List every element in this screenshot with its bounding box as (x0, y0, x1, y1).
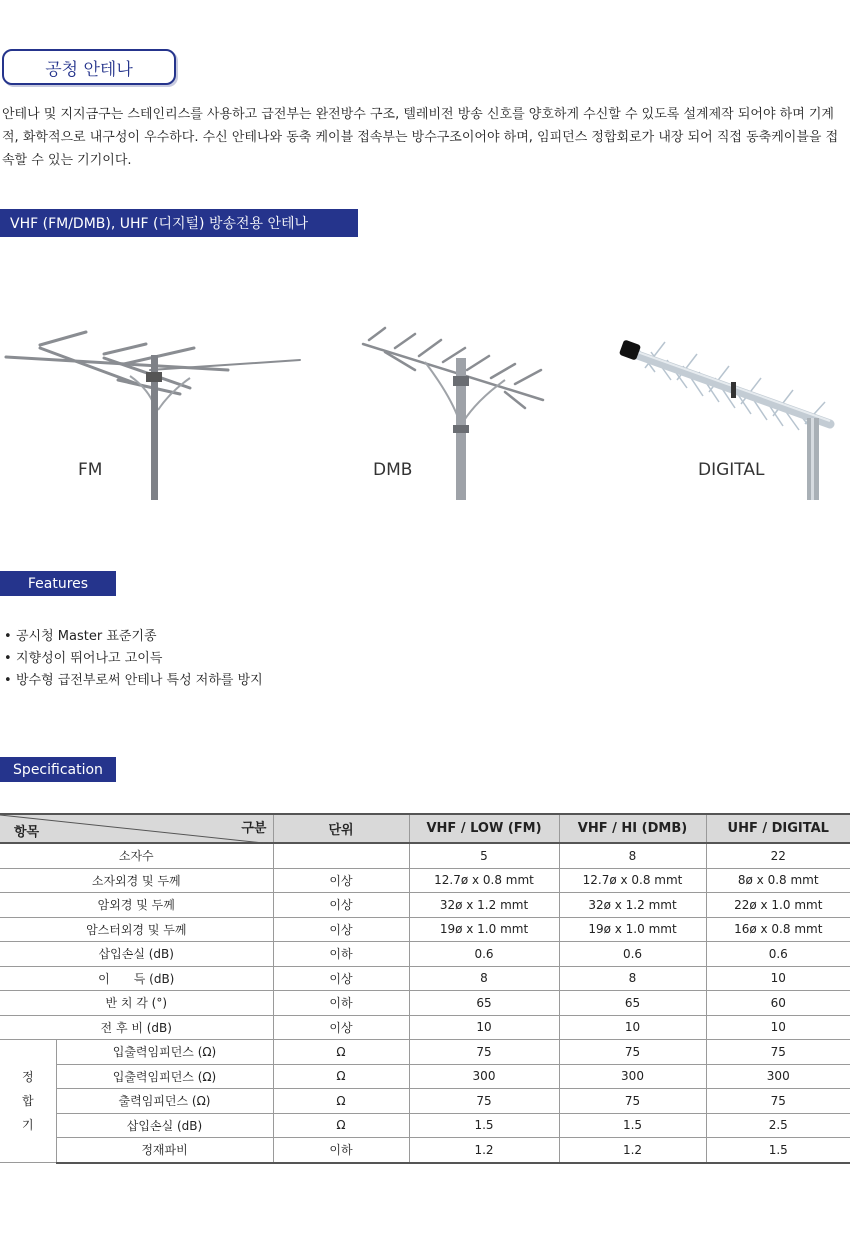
row-value: 22 (706, 843, 850, 868)
dmb-label: DMB (373, 460, 413, 480)
row-unit: 이상 (273, 917, 409, 942)
row-value: 22ø x 1.0 mmt (706, 893, 850, 918)
header-category: 구분 (241, 821, 267, 836)
row-value: 1.2 (559, 1138, 706, 1163)
row-value: 300 (409, 1064, 559, 1089)
row-unit (273, 843, 409, 868)
intro-paragraph: 안테나 및 지지금구는 스테인리스를 사용하고 급전부는 완전방수 구조, 텔레비전 방송 신호를 양호하게 수신할 수 있도록 설계제작 되어야 하며 기계적, 화학적으로 내구성이 우수하다. 수신 안테나와 동축 케이블 접속부는 방수구조이어야 하며, 임피던스 정합회로가 내장 되어 직접 동축케이블을 접속할 수 있는 기기이다. (2, 107, 839, 168)
table-row (0, 868, 850, 893)
row-name: 반 치 각 (°) (0, 991, 273, 1016)
row-value: 1.5 (409, 1113, 559, 1138)
fm-antenna-image (0, 300, 310, 500)
row-value: 32ø x 1.2 mmt (559, 893, 706, 918)
row-name: 암스터외경 및 두께 (0, 917, 273, 942)
matching-group-label (0, 1040, 56, 1163)
row-unit: Ω (273, 1089, 409, 1114)
header-col-uhf: UHF / DIGITAL (706, 814, 850, 843)
row-value: 75 (706, 1089, 850, 1114)
row-unit: 이상 (273, 893, 409, 918)
row-value: 0.6 (409, 942, 559, 967)
header-col-vhf-hi: VHF / HI (DMB) (559, 814, 706, 843)
row-value: 60 (706, 991, 850, 1016)
row-name: 암외경 및 두께 (0, 893, 273, 918)
section-header-vhf: VHF (FM/DMB), UHF (디지털) 방송전용 안테나 (0, 209, 358, 237)
row-unit: Ω (273, 1064, 409, 1089)
row-value: 10 (706, 1015, 850, 1040)
feature-item: • 지향성이 뛰어나고 고이득 (2, 648, 263, 670)
row-value: 8 (559, 966, 706, 991)
row-name: 삽입손실 (dB) (56, 1113, 273, 1138)
row-name: 출력임피던스 (Ω) (56, 1089, 273, 1114)
digital-antenna-image (615, 300, 850, 500)
feature-item: • 방수형 급전부로써 안테나 특성 저하를 방지 (2, 670, 263, 692)
row-value: 12.7ø x 0.8 mmt (559, 868, 706, 893)
row-value: 5 (409, 843, 559, 868)
table-row (0, 1113, 850, 1138)
digital-label: DIGITAL (698, 460, 765, 480)
row-name: 소자수 (0, 843, 273, 868)
row-unit: 이상 (273, 966, 409, 991)
table-row (0, 1040, 850, 1065)
fm-label: FM (78, 460, 103, 480)
row-value: 75 (706, 1040, 850, 1065)
row-value: 75 (559, 1089, 706, 1114)
group-label-char: 기 (21, 1118, 34, 1132)
features-list (2, 626, 263, 692)
row-value: 8 (559, 843, 706, 868)
row-value: 16ø x 0.8 mmt (706, 917, 850, 942)
table-row (0, 917, 850, 942)
row-name: 삽입손실 (dB) (0, 942, 273, 967)
header-item-category-cell (0, 814, 273, 843)
dmb-antenna-image (355, 300, 575, 500)
row-value: 19ø x 1.0 mmt (409, 917, 559, 942)
row-name: 전 후 비 (dB) (0, 1015, 273, 1040)
row-value: 1.2 (409, 1138, 559, 1163)
row-value: 75 (409, 1089, 559, 1114)
row-value: 300 (559, 1064, 706, 1089)
row-value: 1.5 (706, 1138, 850, 1163)
row-unit: 이하 (273, 991, 409, 1016)
table-row (0, 942, 850, 967)
row-value: 75 (409, 1040, 559, 1065)
page-title: 공청 안테나 (2, 49, 176, 85)
row-value: 12.7ø x 0.8 mmt (409, 868, 559, 893)
table-row (0, 966, 850, 991)
row-value: 300 (706, 1064, 850, 1089)
row-value: 1.5 (559, 1113, 706, 1138)
row-unit: 이상 (273, 1015, 409, 1040)
row-name: 입출력임피던스 (Ω) (56, 1064, 273, 1089)
row-unit: Ω (273, 1040, 409, 1065)
row-value: 0.6 (706, 942, 850, 967)
row-value: 10 (559, 1015, 706, 1040)
row-value: 19ø x 1.0 mmt (559, 917, 706, 942)
row-value: 10 (706, 966, 850, 991)
row-unit: Ω (273, 1113, 409, 1138)
row-unit: 이상 (273, 868, 409, 893)
section-header-features: Features (0, 571, 116, 596)
row-name: 정재파비 (56, 1138, 273, 1163)
row-value: 0.6 (559, 942, 706, 967)
group-label-char: 합 (21, 1094, 34, 1108)
section-header-specification: Specification (0, 757, 116, 782)
row-unit: 이하 (273, 1138, 409, 1163)
row-value: 10 (409, 1015, 559, 1040)
row-value: 65 (559, 991, 706, 1016)
table-row (0, 1089, 850, 1114)
table-row (0, 991, 850, 1016)
row-value: 65 (409, 991, 559, 1016)
header-col-vhf-low: VHF / LOW (FM) (409, 814, 559, 843)
feature-item: • 공시청 Master 표준기종 (2, 626, 263, 648)
row-name: 입출력임피던스 (Ω) (56, 1040, 273, 1065)
row-value: 8 (409, 966, 559, 991)
row-value: 8ø x 0.8 mmt (706, 868, 850, 893)
table-row (0, 1138, 850, 1163)
row-value: 32ø x 1.2 mmt (409, 893, 559, 918)
group-label-char: 정 (21, 1070, 34, 1084)
specification-table (0, 813, 850, 1164)
table-row (0, 1064, 850, 1089)
table-row (0, 843, 850, 868)
table-header-row (0, 814, 850, 843)
row-value: 75 (559, 1040, 706, 1065)
table-row (0, 893, 850, 918)
header-unit: 단위 (273, 814, 409, 843)
row-value: 2.5 (706, 1113, 850, 1138)
row-name: 이 득 (dB) (0, 966, 273, 991)
table-row (0, 1015, 850, 1040)
header-item: 항목 (14, 825, 40, 840)
row-name: 소자외경 및 두께 (0, 868, 273, 893)
row-unit: 이하 (273, 942, 409, 967)
